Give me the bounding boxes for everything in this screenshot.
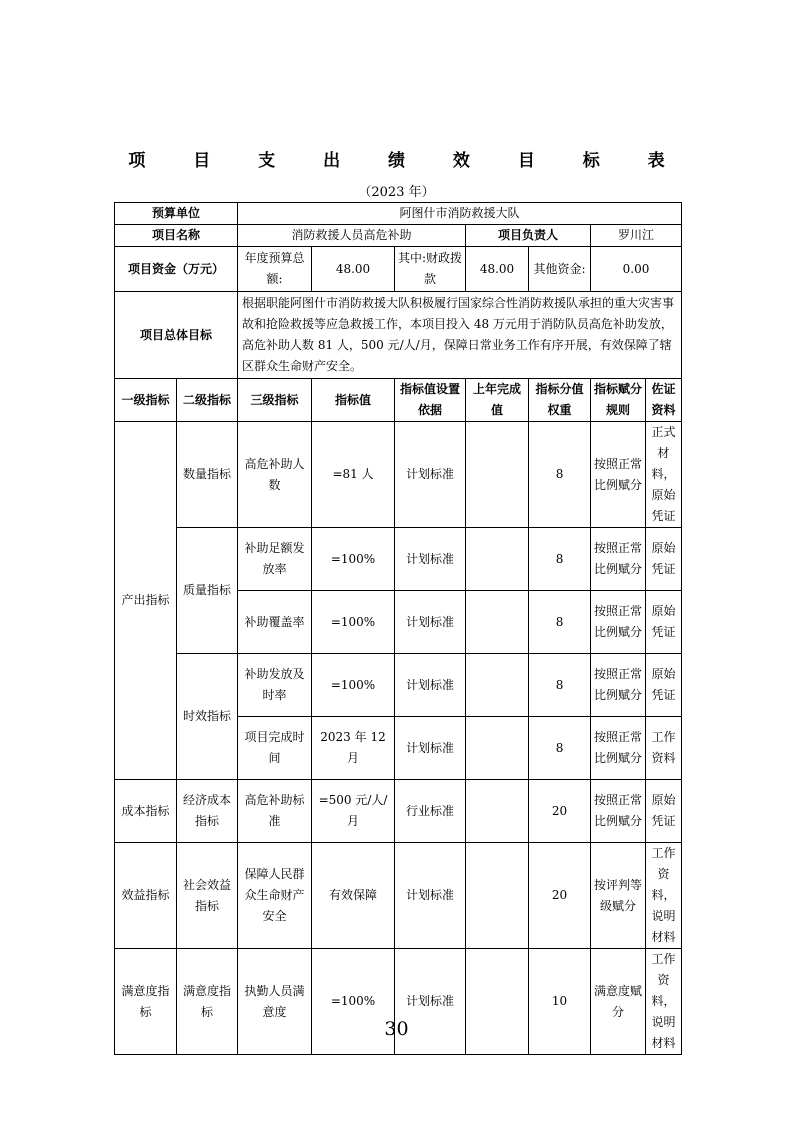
indicator-value: =100% [312,591,395,654]
indicator-evidence: 工作资料，说明材料 [646,949,682,1055]
indicator-rule: 满意度赋分 [591,949,646,1055]
indicator-basis: 计划标准 [395,528,466,591]
indicator-basis: 计划标准 [395,654,466,717]
fiscal-label: 其中:财政拨款 [395,247,466,292]
indicator-basis: 计划标准 [395,422,466,528]
level1-output: 产出指标 [115,422,177,780]
column-header: 佐证资料 [646,379,682,422]
indicator-name: 补助覆盖率 [238,591,312,654]
level1-benefit: 效益指标 [115,843,177,949]
indicator-basis: 行业标准 [395,780,466,843]
indicator-weight: 8 [529,654,591,717]
year-label: （2023 年） [358,185,435,200]
indicator-name: 保障人民群众生命财产安全 [238,843,312,949]
indicator-evidence: 正式材料，原始凭证 [646,422,682,528]
indicator-name: 高危补助标准 [238,780,312,843]
indicator-name: 执勤人员满意度 [238,949,312,1055]
indicator-rule: 按照正常比例赋分 [591,780,646,843]
indicator-last [466,422,529,528]
indicator-value: =100% [312,949,395,1055]
indicator-last [466,717,529,780]
table-row [115,843,682,949]
indicator-evidence: 工作资料，说明材料 [646,843,682,949]
level2-satisfaction: 满意度指标 [177,949,238,1055]
table-row [115,528,682,591]
indicator-last [466,528,529,591]
project-leader-value: 罗川江 [591,225,682,247]
indicator-basis: 计划标准 [395,949,466,1055]
indicator-value: 有效保障 [312,843,395,949]
column-header: 指标值 [312,379,395,422]
level1-satisfaction: 满意度指标 [115,949,177,1055]
goal-text: 根据职能阿图什市消防救援大队积极履行国家综合性消防救援队承担的重大灾害事故和抢险救援等应急救援工作，本项目投入 48 万元用于消防队员高危补助发放，高危补助人数 81 人，500 元/人/月，保障日常业务工作有序开展，有效保障了辖区群众生命财产安全。 [238,292,682,379]
column-header: 一级指标 [115,379,177,422]
indicator-evidence: 原始凭证 [646,591,682,654]
annual-budget-label: 年度预算总额: [238,247,312,292]
indicator-basis: 计划标准 [395,717,466,780]
indicator-weight: 20 [529,843,591,949]
level2-quality: 质量指标 [177,528,238,654]
indicator-last [466,780,529,843]
level2-economic-cost: 经济成本指标 [177,780,238,843]
indicator-evidence: 原始凭证 [646,528,682,591]
column-header: 上年完成值 [466,379,529,422]
performance-table [114,202,682,1055]
indicator-basis: 计划标准 [395,591,466,654]
annual-budget-value: 48.00 [312,247,395,292]
indicator-value: 2023 年 12 月 [312,717,395,780]
budget-unit-value: 阿图什市消防救援大队 [238,203,682,225]
indicator-evidence: 原始凭证 [646,780,682,843]
indicator-evidence: 原始凭证 [646,654,682,717]
project-name-value: 消防救援人员高危补助 [238,225,466,247]
indicator-rule: 按照正常比例赋分 [591,528,646,591]
column-header: 指标赋分规则 [591,379,646,422]
indicator-name: 补助足额发放率 [238,528,312,591]
table-row [115,422,682,528]
indicator-rule: 按照正常比例赋分 [591,654,646,717]
indicator-value: =500 元/人/月 [312,780,395,843]
indicator-last [466,591,529,654]
column-header: 三级指标 [238,379,312,422]
other-fund-value: 0.00 [591,247,682,292]
fiscal-value: 48.00 [466,247,529,292]
table-row [115,780,682,843]
indicator-weight: 10 [529,949,591,1055]
indicator-weight: 20 [529,780,591,843]
indicator-name: 项目完成时间 [238,717,312,780]
goal-label: 项目总体目标 [115,292,238,379]
indicator-value: =81 人 [312,422,395,528]
indicator-last [466,843,529,949]
project-leader-label: 项目负责人 [466,225,591,247]
budget-unit-label: 预算单位 [115,203,238,225]
page-title: 项 目 支 出 绩 效 目 标 表 [128,151,686,171]
indicator-rule: 按照正常比例赋分 [591,591,646,654]
level1-cost: 成本指标 [115,780,177,843]
indicator-evidence: 工作资料 [646,717,682,780]
indicator-weight: 8 [529,528,591,591]
column-header: 指标值设置依据 [395,379,466,422]
other-fund-label: 其他资金: [529,247,591,292]
indicator-name: 补助发放及时率 [238,654,312,717]
project-name-label: 项目名称 [115,225,238,247]
level2-social-benefit: 社会效益指标 [177,843,238,949]
indicator-rule: 按照正常比例赋分 [591,717,646,780]
indicator-last [466,654,529,717]
column-header: 指标分值权重 [529,379,591,422]
level2-quantity: 数量指标 [177,422,238,528]
indicator-value: =100% [312,528,395,591]
page-number: 30 [384,1018,409,1040]
fund-label: 项目资金（万元） [115,247,238,292]
indicator-value: =100% [312,654,395,717]
indicator-rule: 按评判等级赋分 [591,843,646,949]
indicator-weight: 8 [529,717,591,780]
table-row [115,654,682,717]
indicator-weight: 8 [529,422,591,528]
indicator-basis: 计划标准 [395,843,466,949]
column-header: 二级指标 [177,379,238,422]
indicator-weight: 8 [529,591,591,654]
indicator-rule: 按照正常比例赋分 [591,422,646,528]
level2-timeliness: 时效指标 [177,654,238,780]
indicator-name: 高危补助人数 [238,422,312,528]
